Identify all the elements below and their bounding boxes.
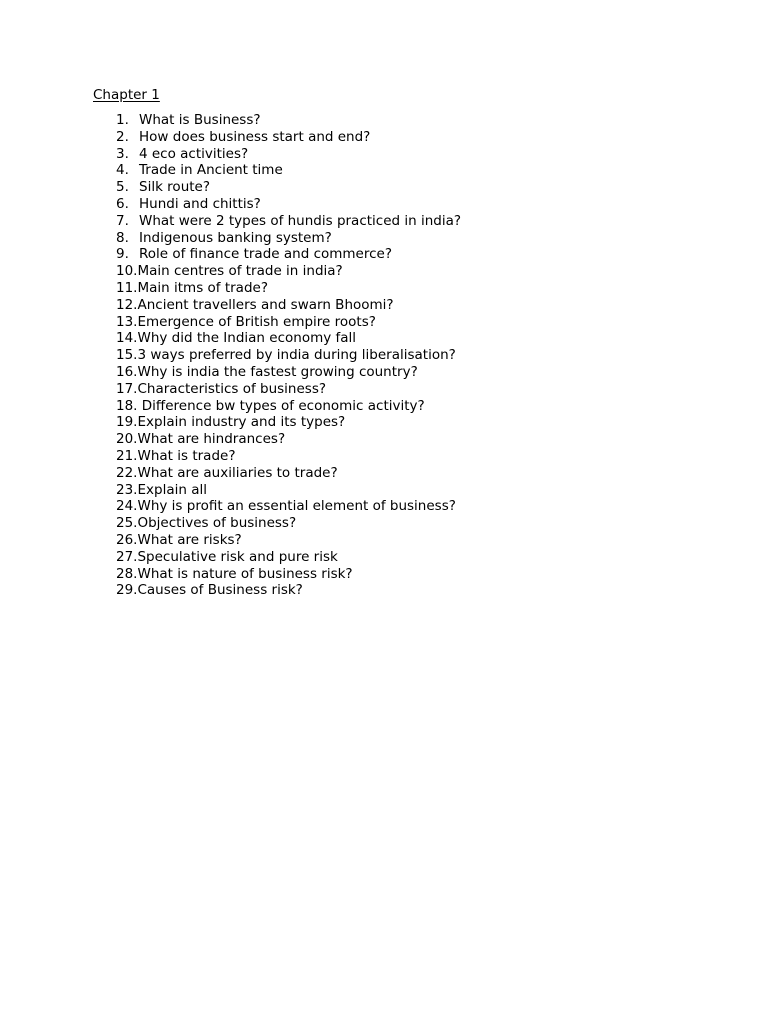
question-number: 26. [116,531,138,548]
question-item [116,465,461,482]
question-text: What are auxiliaries to trade? [137,464,338,481]
question-number: 16. [116,363,138,380]
question-number: 23. [116,481,138,498]
question-list [116,112,461,599]
question-item [116,213,461,230]
question-number: 3. [116,145,129,162]
question-item [116,246,461,263]
question-item [116,129,461,146]
question-item [116,498,461,515]
question-item [116,566,461,583]
question-item [116,482,461,499]
question-text: Explain all [137,481,207,498]
question-item [116,515,461,532]
question-item [116,549,461,566]
question-item [116,280,461,297]
question-text: Main itms of trade? [137,279,268,296]
question-text: Role of finance trade and commerce? [139,246,392,263]
question-item [116,414,461,431]
question-item [116,398,461,415]
question-item [116,263,461,280]
question-item [116,330,461,347]
question-item [116,112,461,129]
question-text: Indigenous banking system? [139,229,332,246]
question-text: 3 ways preferred by india during liberalisation? [137,347,456,364]
question-number: 25. [116,515,138,532]
question-number: 13. [116,313,138,330]
question-number: 11. [116,279,138,296]
question-text: What is Business? [139,112,261,128]
question-text: Hundi and chittis? [139,195,261,212]
question-text: Main centres of trade in india? [137,263,343,280]
question-item [116,582,461,599]
question-item [116,381,461,398]
question-number: 2. [116,128,129,145]
question-text: What are risks? [137,531,242,548]
question-number: 15. [116,347,138,364]
question-number: 28. [116,565,138,582]
question-item [116,431,461,448]
question-item [116,196,461,213]
question-text: What are hindrances? [137,431,286,448]
question-number: 20. [116,431,138,448]
question-number: 22. [116,464,138,481]
question-number: 17. [116,380,138,397]
question-number: 29. [116,582,138,599]
question-text: What is trade? [137,447,236,464]
question-text: What were 2 types of hundis practiced in india? [139,212,462,229]
question-number: 5. [116,179,129,196]
question-number: 27. [116,548,138,565]
question-number: 24. [116,498,138,515]
question-number: 8. [116,229,129,246]
question-text: Trade in Ancient time [139,162,283,179]
question-text: Difference bw types of economic activity? [137,397,425,414]
question-item [116,179,461,196]
question-item [116,347,461,364]
question-text: What is nature of business risk? [137,565,353,582]
question-text: Explain industry and its types? [137,414,346,431]
question-text: Speculative risk and pure risk [137,548,338,565]
question-text: Objectives of business? [137,515,297,532]
question-text: Silk route? [139,179,211,196]
question-number: 4. [116,162,129,179]
question-number: 9. [116,246,129,263]
question-number: 19. [116,414,138,431]
question-item [116,532,461,549]
question-number: 7. [116,212,129,229]
question-number: 12. [116,296,138,313]
question-text: Causes of Business risk? [137,582,303,599]
question-number: 1. [116,112,129,128]
question-text: 4 eco activities? [139,145,249,162]
question-item [116,146,461,163]
question-text: Why is india the fastest growing country? [137,363,418,380]
question-number: 21. [116,447,138,464]
question-item [116,448,461,465]
question-item [116,314,461,331]
chapter-title: Chapter 1 [93,87,160,103]
question-item [116,364,461,381]
question-text: Characteristics of business? [137,380,327,397]
question-item [116,162,461,179]
question-text: Emergence of British empire roots? [137,313,376,330]
question-text: Why is profit an essential element of business? [137,498,456,515]
question-number: 14. [116,330,138,347]
question-number: 18. [116,397,138,414]
question-text: Why did the Indian economy fall [137,330,357,347]
question-item [116,297,461,314]
question-item [116,230,461,247]
question-text: Ancient travellers and swarn Bhoomi? [137,296,394,313]
question-number: 6. [116,195,129,212]
question-number: 10. [116,263,138,280]
question-text: How does business start and end? [139,128,371,145]
